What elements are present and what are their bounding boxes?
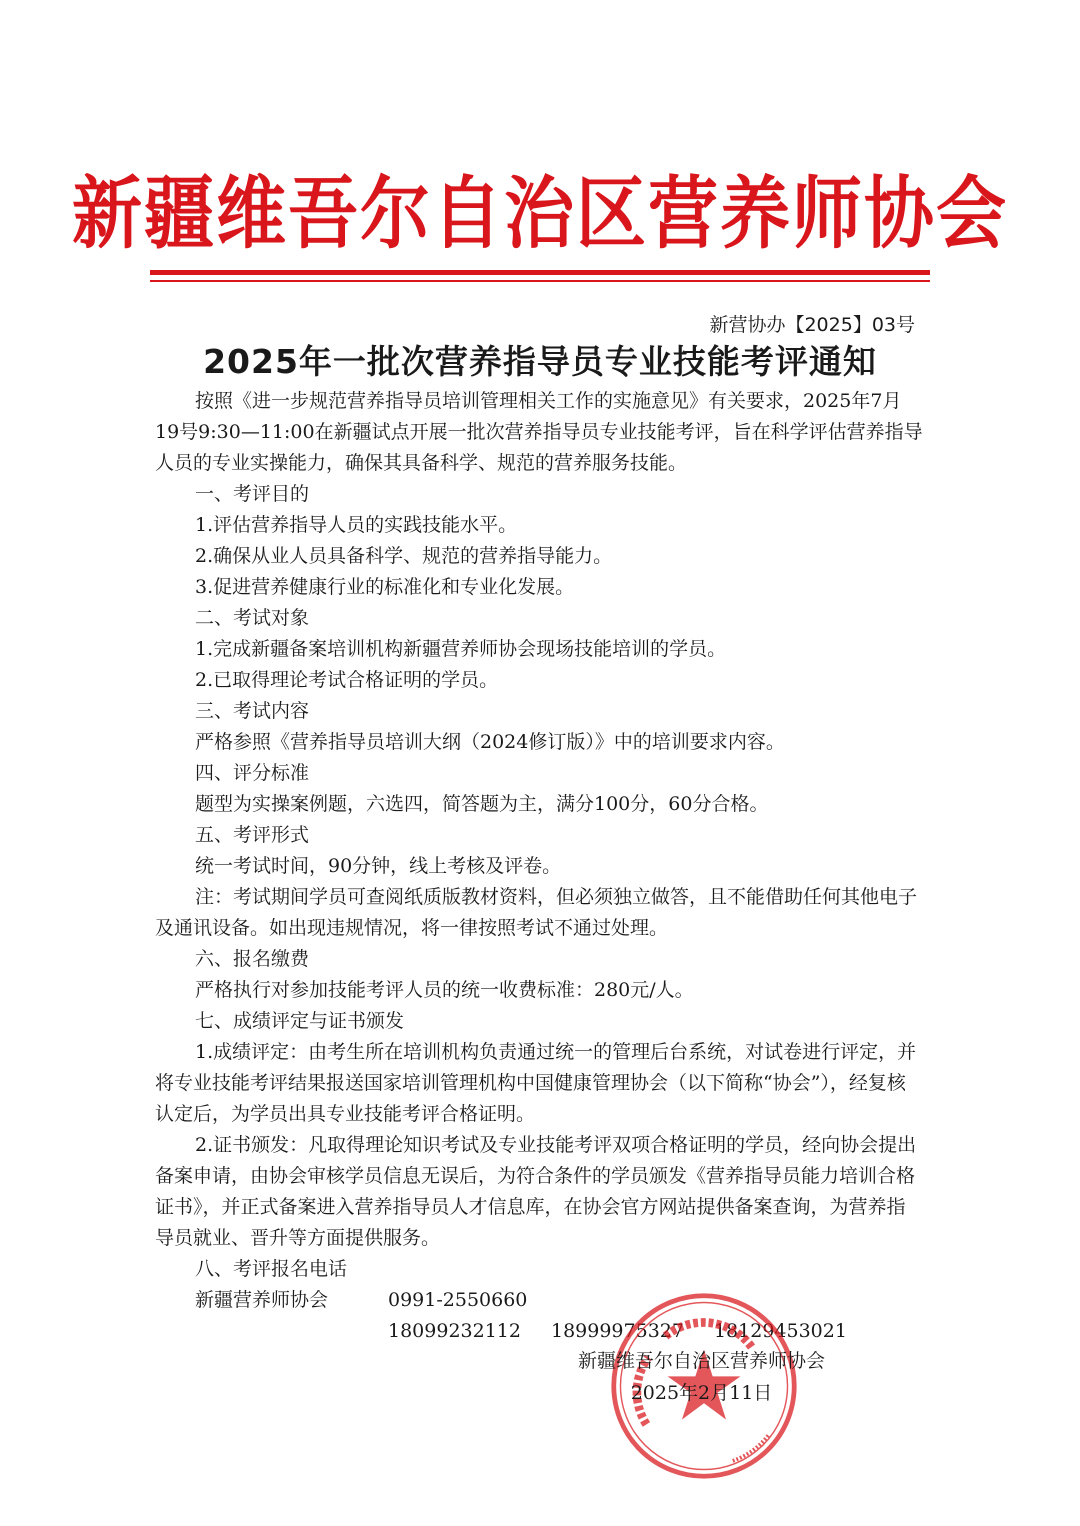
document-number: 新营协办【2025】03号 <box>709 314 915 336</box>
list-item: 1.评估营养指导人员的实践技能水平。 <box>195 514 518 536</box>
section-heading: 四、评分标准 <box>195 762 310 784</box>
section-text: 严格参照《营养指导员培训大纲（2024修订版）》中的培训要求内容。 <box>195 731 785 753</box>
document-title: 2025年一批次营养指导员专业技能考评通知 <box>203 342 877 381</box>
contact-phone: 18999975327 <box>550 1320 684 1342</box>
section-heading: 二、考试对象 <box>195 607 310 629</box>
exam-note: 注：考试期间学员可查阅纸质版教材资料，但必须独立做答，且不能借助任何其他电子及通讯设备。如出现违规情况，将一律按照考试不通过处理。 <box>155 886 918 939</box>
contact-phone: 18099232112 <box>388 1320 521 1342</box>
list-item: 3.促进营养健康行业的标准化和专业化发展。 <box>195 576 575 598</box>
document-body <box>155 386 923 1347</box>
signature-org: 新疆维吾尔自治区营养师协会 <box>578 1350 826 1372</box>
letterhead-divider-thick <box>150 270 930 275</box>
section-heading: 七、成绩评定与证书颁发 <box>195 1010 405 1032</box>
contact-row <box>155 1285 923 1316</box>
section-heading: 一、考评目的 <box>195 483 310 505</box>
list-item: 2.已取得理论考试合格证明的学员。 <box>195 669 499 691</box>
contact-row <box>155 1316 923 1347</box>
list-item: 1.完成新疆备案培训机构新疆营养师协会现场技能培训的学员。 <box>195 638 727 660</box>
intro-paragraph: 按照《进一步规范营养指导员培训管理相关工作的实施意见》有关要求，2025年7月19号9:30—11:00在新疆试点开展一批次营养指导员专业技能考评，旨在科学评估营养指导人员的专业实操能力，确保其具备科学、规范的营养服务技能。 <box>155 390 923 474</box>
contact-org: 新疆营养师协会 <box>195 1289 329 1311</box>
section-heading: 八、考评报名电话 <box>195 1258 348 1280</box>
section-text: 统一考试时间，90分钟，线上考核及评卷。 <box>195 855 562 877</box>
org-letterhead-title: 新疆维吾尔自治区营养师协会 <box>72 167 1008 260</box>
signature-date: 2025年2月11日 <box>630 1382 773 1404</box>
section-text: 严格执行对参加技能考评人员的统一收费标准：280元/人。 <box>195 979 694 1001</box>
contact-phone: 0991-2550660 <box>388 1289 528 1311</box>
section-heading: 六、报名缴费 <box>195 948 310 970</box>
list-item: 2.确保从业人员具备科学、规范的营养指导能力。 <box>195 545 613 567</box>
section-heading: 五、考评形式 <box>195 824 310 846</box>
certificate-paragraph: 2.证书颁发：凡取得理论知识考试及专业技能考评双项合格证明的学员，经向协会提出备案申请，由协会审核学员信息无误后，为符合条件的学员颁发《营养指导员能力培训合格证书》，并正式备案进入营养指导员人才信息库，在协会官方网站提供备案查询，为营养指导员就业、晋升等方面提供服务。 <box>155 1134 917 1249</box>
section-text: 题型为实操案例题，六选四，简答题为主，满分100分，60分合格。 <box>195 793 769 815</box>
grading-paragraph: 1.成绩评定：由考生所在培训机构负责通过统一的管理后台系统，对试卷进行评定，并将专业技能考评结果报送国家培训管理机构中国健康管理协会（以下简称“协会”），经复核认定后，为学员出具专业技能考评合格证明。 <box>155 1041 917 1125</box>
contact-phone: 18129453021 <box>713 1320 847 1342</box>
letterhead-divider-thin <box>150 280 930 282</box>
signature-block <box>578 1345 825 1409</box>
section-heading: 三、考试内容 <box>195 700 310 722</box>
